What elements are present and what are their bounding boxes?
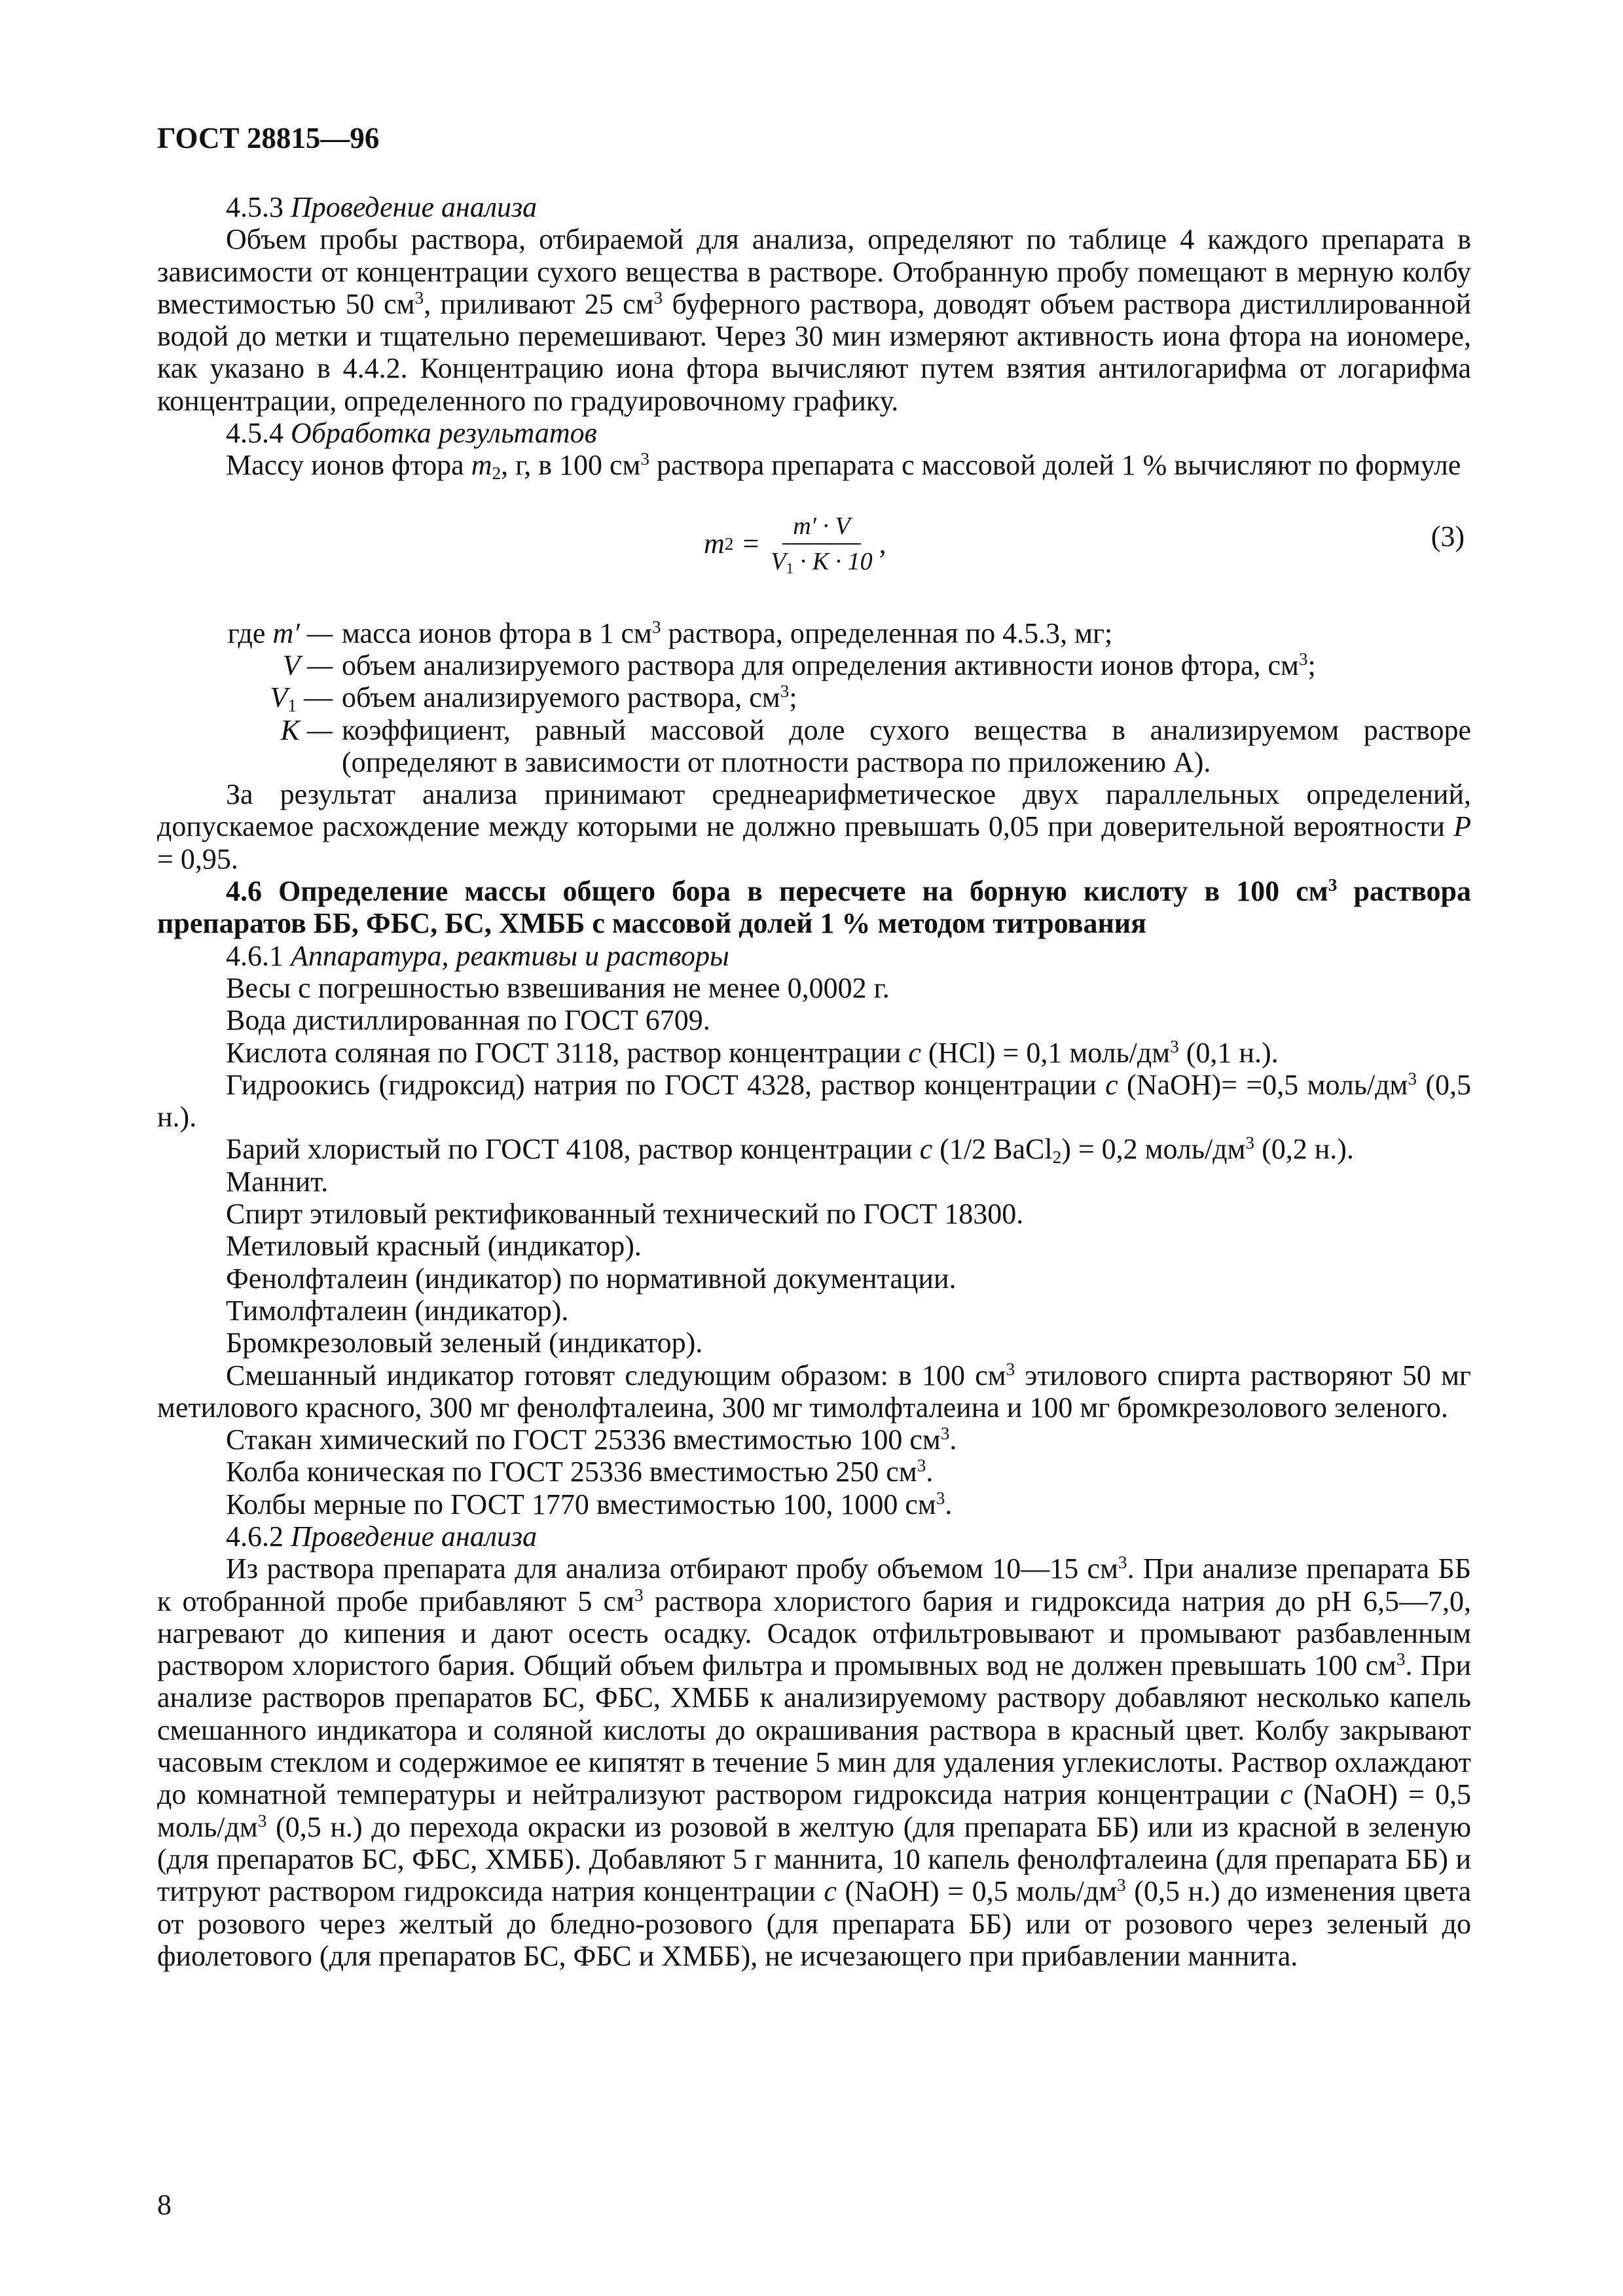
subsection-heading-4-5-3: 4.5.3 Проведение анализа: [226, 191, 538, 223]
subsection-heading-4-6-1: 4.6.1 Аппаратура, реактивы и растворы: [226, 939, 729, 972]
formula-fraction: [771, 512, 872, 576]
definition-row: K — коэффициент, равный массовой доле сухого вещества в анализируемом растворе (определяют в зависимости от плотности раствора по приложению А).: [280, 713, 1471, 778]
subsection-heading-4-6-2: 4.6.2 Проведение анализа: [226, 1520, 538, 1552]
paragraph-sample-volume: Объем пробы раствора, отбираемой для анализа, определяют по таблице 4 каждого препарата в зависимости от концентрации сухого вещества в растворе. Отобранную пробу помещают в мерную колбу вместимостью 50 $см^3$, приливают 25 $см^3$ буферного раствора, доводят объем раствора дистиллированной водой до метки и тщательно перемешивают. Через 30 мин измеряют активность иона фтора на иономере, как указано в 4.4.2. Концентрацию иона фтора вычисляют путем взятия антилогарифма от логарифма концентрации, определенного по градуировочному графику.: [157, 223, 1471, 417]
subsection-title: Аппаратура, реактивы и растворы: [291, 939, 729, 972]
formula-numerator: m′ · V: [782, 512, 860, 545]
formula-3: [157, 482, 1471, 616]
variable-definitions: [157, 617, 1471, 778]
list-item: Смешанный индикатор готовят следующим образом: в 100 $см^3$ этилового спирта растворяют 50 мг метилового красного, 300 мг фенолфталеина, 300 мг тимолфталеина и 100 мг бромкрезолового зеленого.: [157, 1359, 1471, 1424]
document-body: [157, 191, 1471, 1972]
list-item: Тимолфталеин (индикатор).: [226, 1294, 569, 1327]
list-item: Маннит.: [226, 1165, 329, 1198]
standard-header: ГОСТ 28815—96: [157, 122, 380, 154]
list-item: Барий хлористый по ГОСТ 4108, раствор концентрации c (1/2 BaCl$_2$) = 0,2 моль/$дм^3$ (0,2 н.).: [226, 1133, 1354, 1168]
subsection-heading-4-5-4: 4.5.4 Обработка результатов: [226, 417, 597, 450]
subsection-title: Обработка результатов: [291, 417, 597, 450]
section-heading-4-6: 4.6 Определение массы общего бора в пересчете на борную кислоту в 100 $см^3$ раствора препаратов ББ, ФБС, БС, ХМББ с массовой долей 1 % методом титрования: [157, 875, 1472, 940]
list-item: Весы с погрешностью взвешивания не менее 0,0002 г.: [226, 971, 890, 1004]
paragraph-result: За результат анализа принимают среднеарифметическое двух параллельных определений, допускаемое расхождение между которыми не должно превышать 0,05 при доверительной вероятности P = 0,95.: [157, 778, 1471, 875]
list-item: Бромкрезоловый зеленый (индикатор).: [226, 1327, 703, 1359]
definition-row: $V_1$ — объем анализируемого раствора, $см^3$;: [270, 681, 797, 716]
list-item: Колба коническая по ГОСТ 25336 вместимостью 250 $см^3$.: [226, 1456, 934, 1488]
list-item: Колбы мерные по ГОСТ 1770 вместимостью 100, 1000 $см^3$.: [226, 1488, 953, 1520]
list-item: Стакан химический по ГОСТ 25336 вместимостью 100 $см^3$.: [226, 1424, 957, 1456]
subsection-title: Проведение анализа: [291, 191, 538, 223]
equation-number: (3): [1431, 520, 1465, 552]
paragraph-analysis-procedure: Из раствора препарата для анализа отбирают пробу объемом 10—15 $см^3$. При анализе препарата ББ к отобранной пробе прибавляют 5 $см^3$ раствора хлористого бария и гидроксида натрия до pH 6,5—7,0, нагревают до кипения и дают осесть осадку. Осадок отфильтровывают и промывают разбавленным раствором хлористого бария. Общий объем фильтра и промывных вод не должен превышать 100 $см^3$. При анализе растворов препаратов БС, ФБС, ХМББ к анализируемому раствору добавляют несколько капель смешанного индикатора и соляной кислоты до окрашивания раствора в красный цвет. Колбу закрывают часовым стеклом и содержимое ее кипятят в течение 5 мин для удаления углекислоты. Раствор охлаждают до комнатной температуры и нейтрализуют раствором гидроксида натрия концентрации c (NaOH) = 0,5 моль/$дм^3$ (0,5 н.) до перехода окраски из розовой в желтую (для препарата ББ) или из красной в зеленую (для препаратов БС, ФБС, ХМББ). Добавляют 5 г маннита, 10 капель фенолфталеина (для препарата ББ) и титруют раствором гидроксида натрия концентрации c (NaOH) = 0,5 моль/$дм^3$ (0,5 н.) до изменения цвета от розового через желтый до бледно-розового (для препарата ББ) или от розового через зеленый до фиолетового (для препаратов БС, ФБС и ХМББ), не исчезающего при прибавлении маннита.: [157, 1552, 1472, 1972]
definition-row: V — объем анализируемого раствора для определения активности ионов фтора, $см^3$;: [282, 649, 1316, 681]
subsection-title: Проведение анализа: [291, 1520, 538, 1552]
paragraph-fluoride-mass: Массу ионов фтора $m_2$, г, в 100 $см^3$ раствора препарата с массовой долей 1 % вычисляют по формуле: [226, 449, 1461, 484]
list-item: Вода дистиллированная по ГОСТ 6709.: [226, 1004, 710, 1037]
list-item: Спирт этиловый ректификованный технический по ГОСТ 18300.: [226, 1198, 1024, 1230]
definition-row: где m′ — масса ионов фтора в 1 $см^3$ раствора, определенная по 4.5.3, мг;: [227, 617, 1113, 649]
formula-expression: m 2 = $\frac{m' \cdot V}{V_1 \cdot K \cdot 10}$ ,: [704, 512, 886, 577]
list-item: Кислота соляная по ГОСТ 3118, раствор концентрации c (HCl) = 0,1 моль/$дм^3$ (0,1 н.).: [226, 1036, 1279, 1069]
list-item: Метиловый красный (индикатор).: [226, 1230, 642, 1263]
list-item: Фенолфталеин (индикатор) по нормативной документации.: [226, 1262, 957, 1295]
page-number: 8: [157, 2189, 172, 2221]
list-item: Гидроокись (гидроксид) натрия по ГОСТ 4328, раствор концентрации c (NaOH)= =0,5 моль/$дм^3$ (0,5 н.).: [157, 1068, 1472, 1134]
formula-denominator: $V_1 \cdot K \cdot 10$: [771, 547, 873, 577]
